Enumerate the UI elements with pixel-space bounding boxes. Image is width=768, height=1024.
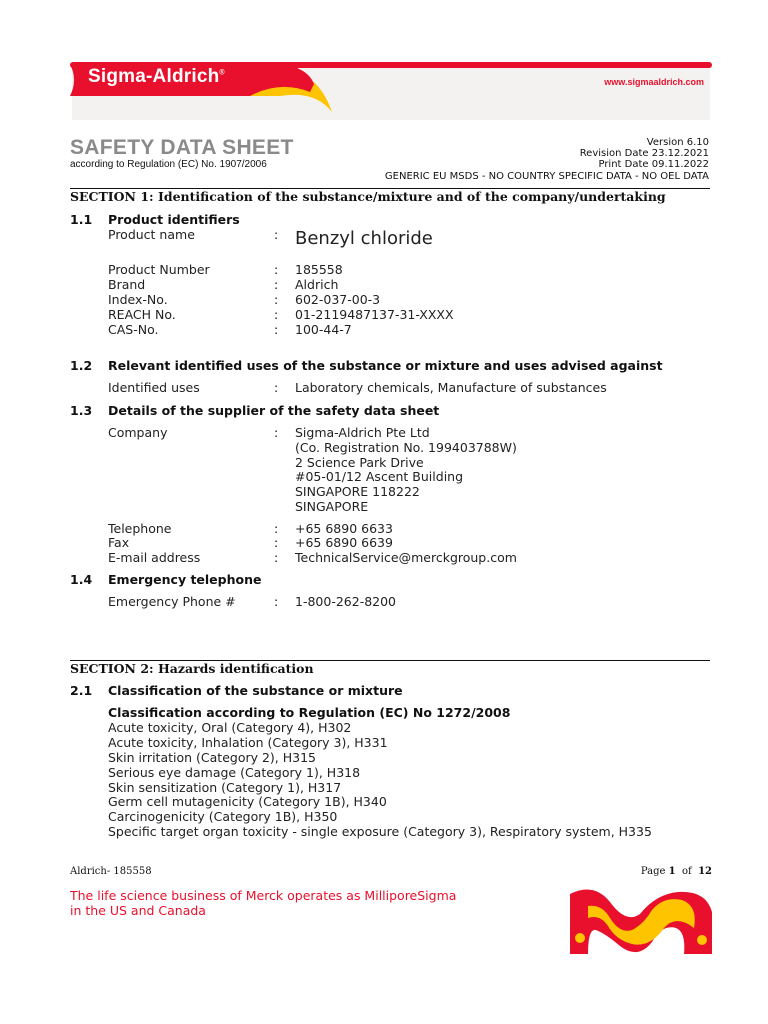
hazard-classification-item: Acute toxicity, Inhalation (Category 3), H331 [108,735,388,750]
colon: : [274,521,279,536]
colon: : [274,277,279,292]
colon: : [274,307,279,322]
index-no-label: Index-No. [108,292,168,307]
reach-no-value: 01-2119487137-31-XXXX [295,307,454,322]
company-line: 2 Science Park Drive [295,455,424,470]
telephone-value[interactable]: +65 6890 6633 [295,521,393,536]
colon: : [274,262,279,277]
merck-statement: The life science business of Merck operates as MilliporeSigma in the US and Canada [70,888,457,918]
page-total: 12 [698,866,712,877]
product-number-value: 185558 [295,262,343,277]
colon: : [274,322,279,337]
hazard-classification-item: Carcinogenicity (Category 1B), H350 [108,809,338,824]
section-1-3-title: Details of the supplier of the safety data sheet [108,403,440,418]
hazard-classification-item: Skin irritation (Category 2), H315 [108,750,317,765]
company-line: SINGAPORE 118222 [295,484,420,499]
identified-uses-value: Laboratory chemicals, Manufacture of substances [295,380,607,395]
section-1-1-title: Product identifiers [108,212,240,227]
company-line: #05-01/12 Ascent Building [295,469,464,484]
section-1-2-title: Relevant identified uses of the substance or mixture and uses advised against [108,358,663,373]
fax-value: +65 6890 6639 [295,535,393,550]
page-indicator [641,866,712,877]
emergency-phone-label: Emergency Phone # [108,594,236,609]
colon: : [274,425,279,440]
section-1-3-number: 1.3 [70,403,93,418]
logo [88,66,225,88]
revision-date: Revision Date 23.12.2021 [579,148,709,159]
brand-value: Aldrich [295,277,339,292]
logo-text: Sigma-Aldrich [88,66,220,87]
merck-logo-icon [566,884,714,956]
index-no-value: 602-037-00-3 [295,292,381,307]
classification-regulation-heading: Classification according to Regulation (EC) No 1272/2008 [108,705,511,720]
telephone-label: Telephone [108,521,172,536]
hazard-classification-item: Specific target organ toxicity - single exposure (Category 3), Respiratory system, H335 [108,824,652,839]
hazard-classification-item: Acute toxicity, Oral (Category 4), H302 [108,720,352,735]
section-1-4-title: Emergency telephone [108,572,262,587]
version: Version 6.10 [646,137,709,148]
section-2-1-title: Classification of the substance or mixture [108,683,403,698]
hazard-classification-item: Skin sensitization (Category 1), H317 [108,780,342,795]
section-2-heading: SECTION 2: Hazards identification [70,661,314,676]
section-1-4-number: 1.4 [70,572,93,587]
company-line: SINGAPORE [295,499,369,514]
product-name-label: Product name [108,227,195,242]
identified-uses-label: Identified uses [108,380,200,395]
email-link[interactable]: TechnicalService@merckgroup.com [295,550,517,565]
logo-registered-mark: ® [219,69,225,77]
fax-label: Fax [108,535,130,550]
document-subtitle: according to Regulation (EC) No. 1907/2006 [70,159,267,170]
colon: : [274,550,279,565]
print-date: Print Date 09.11.2022 [598,159,709,170]
emergency-phone-value[interactable]: 1-800-262-8200 [295,594,397,609]
email-label: E-mail address [108,550,201,565]
product-number-label: Product Number [108,262,210,277]
cas-no-label: CAS-No. [108,322,159,337]
colon: : [274,380,279,395]
colon: : [274,594,279,609]
hazard-classification-item: Germ cell mutagenicity (Category 1B), H340 [108,794,387,809]
product-name-value: Benzyl chloride [295,228,433,249]
section-1-2-number: 1.2 [70,358,93,373]
cas-no-value: 100-44-7 [295,322,352,337]
website-link[interactable]: www.sigmaaldrich.com [604,77,704,87]
generic-notice: GENERIC EU MSDS - NO COUNTRY SPECIFIC DATA - NO OEL DATA [384,171,709,182]
page-number: 1 [668,866,676,877]
reach-no-label: REACH No. [108,307,176,322]
company-line: Sigma-Aldrich Pte Ltd [295,425,430,440]
colon: : [274,535,279,550]
company-label: Company [108,425,168,440]
brand-label: Brand [108,277,146,292]
page-word: Page [640,866,666,877]
section-1-1-number: 1.1 [70,212,93,227]
footer-product-ref: Aldrich- 185558 [70,866,152,877]
of-word: of [681,866,692,877]
company-line: (Co. Registration No. 199403788W) [295,440,517,455]
section-1-heading: SECTION 1: Identification of the substance/mixture and of the company/undertaking [70,189,666,204]
hazard-classification-item: Serious eye damage (Category 1), H318 [108,765,361,780]
colon: : [274,227,279,242]
section-2-1-number: 2.1 [70,683,93,698]
colon: : [274,292,279,307]
document-title: SAFETY DATA SHEET [70,136,294,159]
